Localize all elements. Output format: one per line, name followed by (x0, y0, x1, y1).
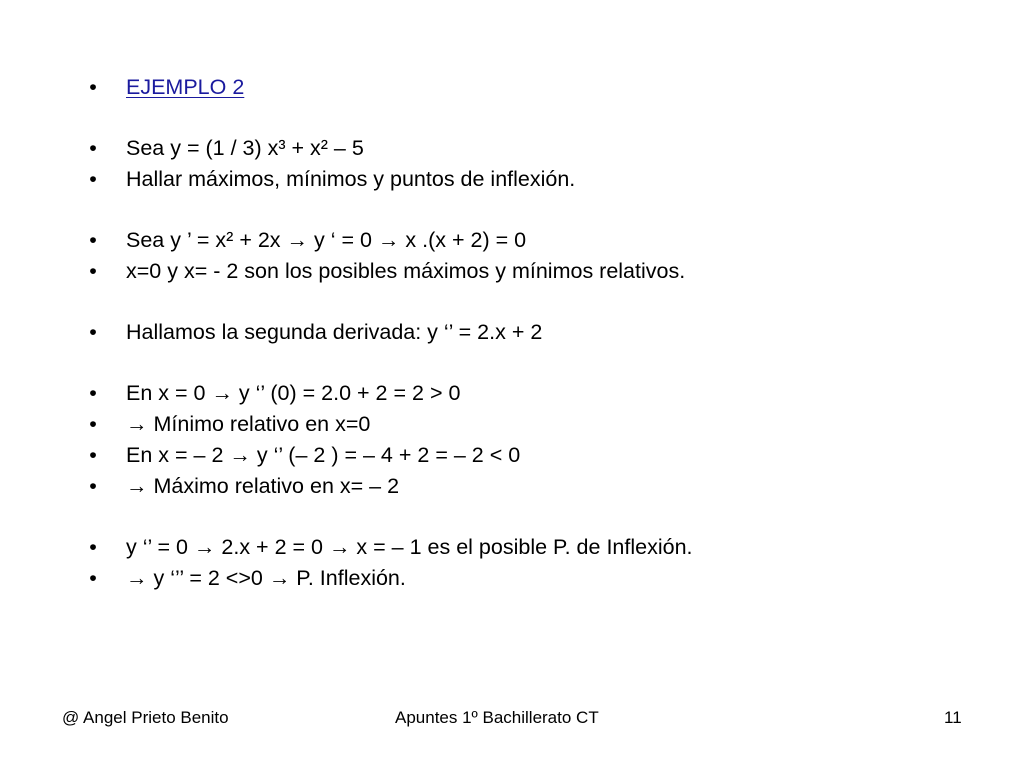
footer-course: Apuntes 1º Bachillerato CT (395, 708, 599, 727)
footer-author: @ Angel Prieto Benito (62, 708, 229, 727)
function-definition: Sea y = (1 / 3) x³ + x² – 5 (126, 136, 364, 160)
bullet: • (89, 566, 97, 590)
bullet: • (89, 75, 97, 99)
bullet: • (89, 167, 97, 191)
bullet: • (89, 320, 97, 344)
bullet: • (89, 535, 97, 559)
inflection-conclusion-line: → y ‘’’ = 2 <>0 → P. Inflexión. (126, 566, 406, 590)
slide-title[interactable]: EJEMPLO 2 (126, 75, 245, 99)
second-derivative-line: Hallamos la segunda derivada: y ‘’ = 2.x + 2 (126, 320, 543, 344)
bullet: • (89, 412, 97, 436)
bullet: • (89, 136, 97, 160)
critical-points-line: x=0 y x= - 2 son los posibles máximos y mínimos relativos. (126, 259, 686, 283)
inflection-line: y ‘’ = 0 → 2.x + 2 = 0 → x = – 1 es el posible P. de Inflexión. (126, 535, 693, 559)
bullet: • (89, 443, 97, 467)
evaluation-line: En x = 0 → y ‘’ (0) = 2.0 + 2 = 2 > 0 (126, 381, 461, 405)
bullet: • (89, 474, 97, 498)
bullet: • (89, 381, 97, 405)
conclusion-line: → Mínimo relativo en x=0 (126, 412, 371, 436)
footer-page-number: 11 (944, 708, 962, 727)
conclusion-line: → Máximo relativo en x= – 2 (126, 474, 400, 498)
bullet: • (89, 228, 97, 252)
task-statement: Hallar máximos, mínimos y puntos de inflexión. (126, 167, 576, 191)
first-derivative-line: Sea y ’ = x² + 2x → y ‘ = 0 → x .(x + 2) = 0 (126, 228, 527, 252)
evaluation-line: En x = – 2 → y ‘’ (– 2 ) = – 4 + 2 = – 2 < 0 (126, 443, 521, 467)
bullet: • (89, 259, 97, 283)
